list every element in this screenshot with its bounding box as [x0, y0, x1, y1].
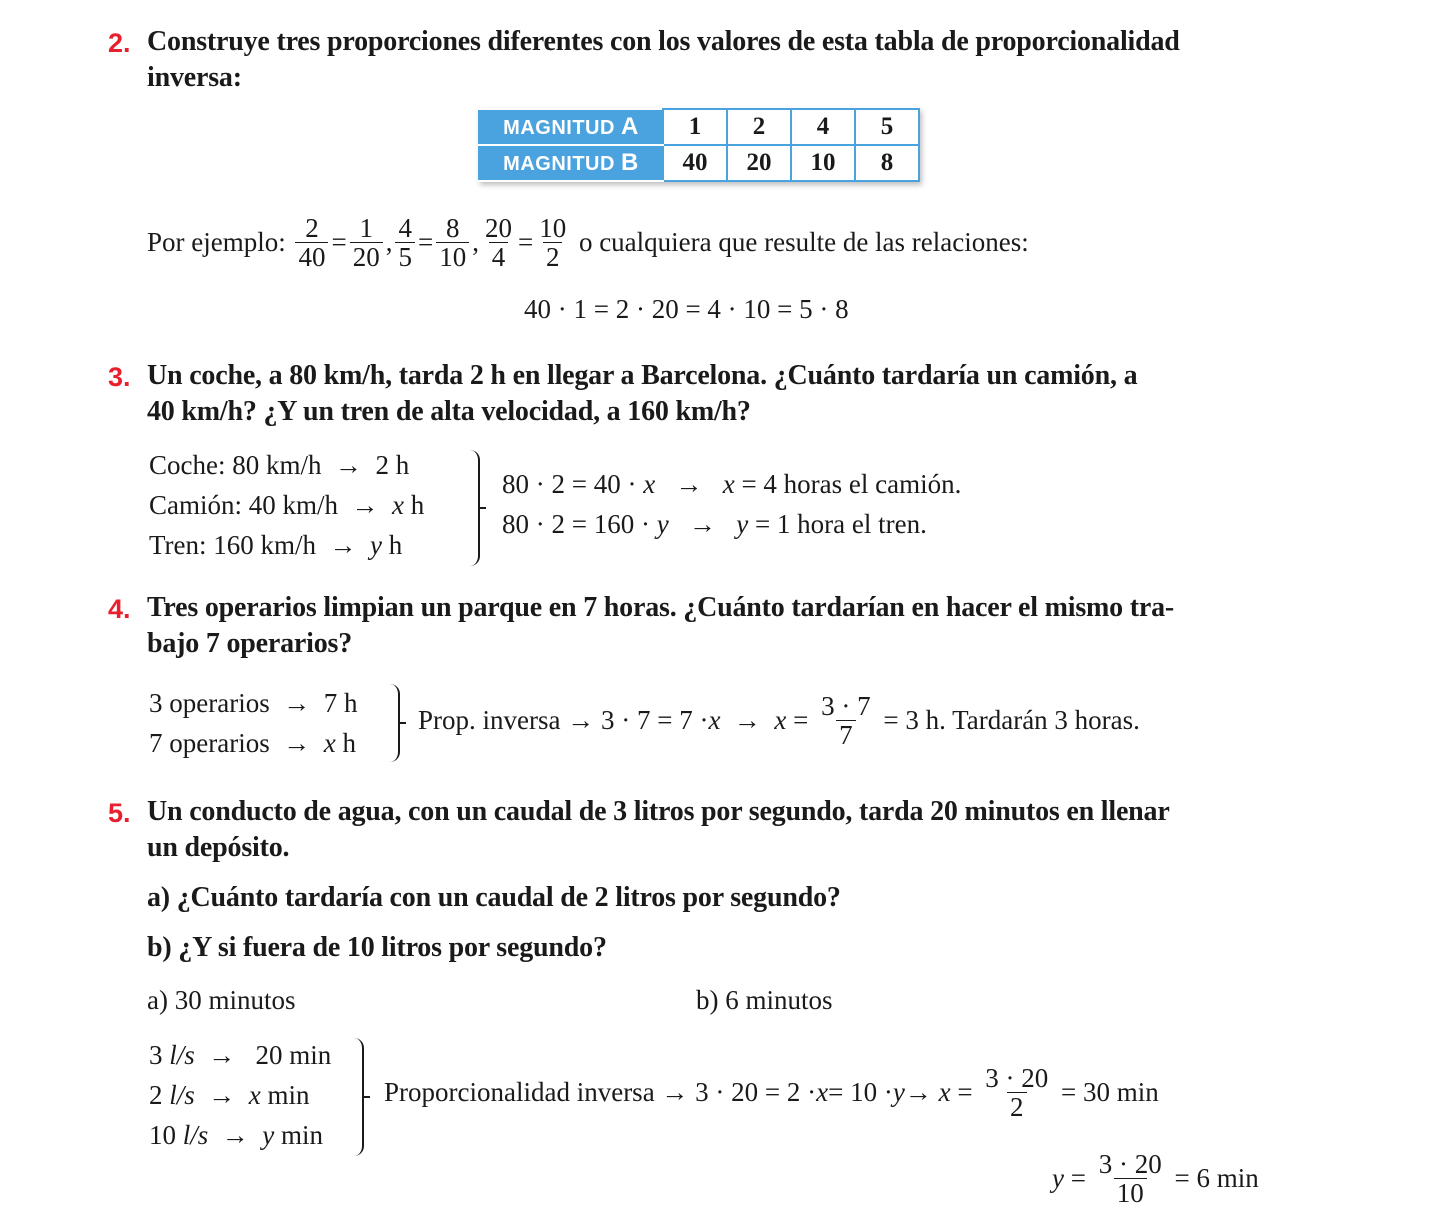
variable: x	[816, 1077, 829, 1108]
q4-data-row	[149, 728, 356, 759]
row-value: h	[388, 530, 403, 560]
arrow-icon: →	[675, 469, 703, 499]
denominator: 40	[295, 242, 328, 271]
question-number-4: 4.	[108, 594, 131, 624]
example-label: Por ejemplo:	[147, 227, 286, 258]
table-cell: 5	[855, 109, 919, 145]
question-2-line1: Construye tres proporciones diferentes con los valores de esta tabla de proporcionalidad	[147, 26, 1180, 57]
question-number-2: 2.	[108, 28, 131, 58]
unit: l/s	[169, 1040, 195, 1070]
unit: l/s	[182, 1120, 209, 1150]
denominator: 4	[489, 242, 509, 271]
equation-prefix: Prop. inversa → 3 · 7 = 7 ·	[418, 705, 709, 736]
equation-prefix: Proporcionalidad inversa → 3 · 20 = 2 ·	[384, 1077, 817, 1108]
variable: y	[656, 509, 669, 539]
variable: y	[892, 1077, 905, 1108]
variable: x	[392, 490, 404, 520]
numerator: 2	[305, 213, 319, 243]
q5-data-row	[149, 1080, 310, 1111]
arrow-icon: →	[283, 728, 311, 758]
row-label: Tren: 160 km/h	[149, 530, 317, 560]
denominator: 10	[1114, 1178, 1147, 1207]
quantity: 3	[149, 1040, 163, 1070]
q3-data-row	[149, 490, 424, 521]
header-letter: B	[620, 149, 639, 176]
arrow-icon: →	[334, 450, 362, 480]
proportionality-table	[478, 108, 920, 182]
question-5-sub-b: b) ¿Y si fuera de 10 litros por segundo?	[147, 932, 607, 963]
quantity: 2	[149, 1080, 163, 1110]
q3-data-row	[149, 530, 402, 561]
unit: l/s	[169, 1080, 195, 1110]
row-label: Camión: 40 km/h	[149, 490, 338, 520]
question-number-5: 5.	[108, 798, 131, 828]
row-header	[479, 109, 663, 145]
denominator: 5	[395, 242, 415, 271]
variable: y	[370, 530, 383, 560]
table-cell: 4	[791, 109, 855, 145]
table-cell: 8	[855, 145, 919, 181]
comma: ,	[385, 227, 393, 258]
answer-a: a) 30 minutos	[147, 985, 296, 1015]
answer-b: b) 6 minutos	[696, 985, 833, 1015]
numerator: 8	[445, 213, 460, 243]
arrow-icon: →	[688, 509, 716, 539]
fraction	[350, 214, 383, 272]
denominator: 10	[436, 242, 469, 271]
q5-data-row	[149, 1120, 323, 1151]
row-value: h	[342, 728, 356, 758]
q3-equation-1	[502, 469, 961, 500]
table-row	[479, 145, 919, 181]
variable: y	[1052, 1163, 1064, 1194]
header-letter: A	[620, 113, 639, 140]
numerator: 3 · 20	[985, 1063, 1049, 1093]
example-tail: o cualquiera que resulte de las relaciones:	[578, 227, 1029, 258]
numerator: 1	[359, 213, 373, 243]
comma: ,	[472, 227, 479, 258]
denominator: 2	[543, 242, 563, 271]
fraction	[436, 214, 469, 272]
equation-result: = 1 hora el tren.	[748, 509, 927, 539]
equation-tail: = 30 min	[1061, 1077, 1159, 1108]
variable: x	[248, 1080, 261, 1110]
question-5-line1: Un conducto de agua, con un caudal de 3 litros por segundo, tarda 20 minutos en llenar	[147, 796, 1170, 827]
equation-tail: = 3 h. Tardarán 3 horas.	[883, 705, 1140, 736]
fraction	[395, 214, 415, 272]
variable: x	[722, 469, 735, 499]
fraction	[482, 214, 515, 272]
relation-line: 40 · 1 = 2 · 20 = 4 · 10 = 5 · 8	[524, 294, 849, 324]
variable: y	[262, 1120, 275, 1150]
numerator: 4	[398, 213, 412, 243]
variable: y	[736, 509, 749, 539]
question-3-line1: Un coche, a 80 km/h, tarda 2 h en llegar a Barcelona. ¿Cuánto tardaría un camión, a	[147, 360, 1138, 391]
header-prefix: MAGNITUD	[503, 153, 615, 175]
table-cell: 20	[727, 145, 791, 181]
fraction	[818, 692, 874, 750]
fraction	[295, 214, 328, 272]
brace-tip	[478, 507, 486, 509]
row-value: min	[267, 1080, 310, 1110]
arrow-icon: →	[283, 688, 311, 718]
table-cell: 10	[791, 145, 855, 181]
arrow-icon: →	[208, 1040, 236, 1070]
variable: x	[774, 705, 787, 736]
variable: x	[323, 728, 336, 758]
table-cell: 40	[663, 145, 727, 181]
question-2-line2: inversa:	[147, 62, 242, 93]
equals-sign: =	[517, 227, 534, 258]
question-3-line2: 40 km/h? ¿Y un tren de alta velocidad, a 160 km/h?	[147, 396, 751, 427]
q4-equation: Prop. inversa → 3 · 7 = 7 · x → x = $\frac{3 \cdot 7}{7}$ = 3 h. Tardarán 3 horas.	[418, 691, 1140, 751]
example-line	[147, 214, 1029, 272]
numerator: 20	[484, 213, 512, 243]
fraction	[536, 214, 569, 272]
quantity: 10	[149, 1120, 176, 1150]
q3-data-row	[149, 450, 409, 481]
row-value: h	[410, 490, 425, 520]
arrow-icon: →	[208, 1080, 236, 1110]
question-4-line1: Tres operarios limpian un parque en 7 horas. ¿Cuánto tardarían en hacer el mismo tra-	[147, 592, 1175, 623]
row-value: 20 min	[255, 1040, 332, 1070]
variable: x	[708, 705, 721, 736]
arrow-icon: →	[733, 705, 761, 736]
table-cell: 2	[727, 109, 791, 145]
arrow-icon: →	[221, 1120, 249, 1150]
equation-tail: = 6 min	[1174, 1163, 1259, 1194]
table-row	[479, 109, 919, 145]
q5-equation: Proporcionalidad inversa → 3 · 20 = 2 · x = 10 · y → x = $\frac{3 \cdot 20}{2}$ = 30 min	[384, 1063, 1159, 1123]
header-prefix: MAGNITUD	[503, 117, 615, 139]
q5-y-equation: y = $\frac{3 \cdot 20}{10}$ = 6 min	[1052, 1149, 1259, 1209]
equation-lhs: 80 · 2 = 160 ·	[502, 509, 657, 539]
row-label: 7 operarios	[149, 728, 270, 758]
table-cell: 1	[663, 109, 727, 145]
row-value: min	[281, 1120, 324, 1150]
q3-equation-2	[502, 509, 927, 540]
row-value: 2 h	[375, 450, 410, 480]
equation-mid: = 10 ·	[828, 1077, 893, 1108]
question-4-line2: bajo 7 operarios?	[147, 628, 353, 659]
brace-tip	[398, 722, 406, 724]
row-label: 3 operarios	[149, 688, 270, 718]
arrow-icon: →	[904, 1077, 932, 1108]
equation-result: = 4 horas el camión.	[734, 469, 962, 499]
row-value: 7 h	[323, 688, 358, 718]
brace-tip	[362, 1096, 370, 1098]
q4-data-row	[149, 688, 357, 719]
denominator: 20	[350, 242, 383, 271]
numerator: 10	[539, 213, 567, 243]
question-5-line2: un depósito.	[147, 832, 290, 863]
numerator: 3 · 7	[821, 691, 871, 721]
denominator: 7	[836, 720, 856, 749]
variable: x	[643, 469, 656, 499]
equation-lhs: 80 · 2 = 40 ·	[502, 469, 644, 499]
row-label: Coche: 80 km/h	[149, 450, 322, 480]
row-header	[479, 145, 663, 181]
variable: x	[938, 1077, 951, 1108]
question-number-3: 3.	[108, 362, 131, 392]
equals-sign: =	[417, 227, 434, 258]
numerator: 3 · 20	[1098, 1149, 1162, 1179]
equals-sign: =	[331, 227, 347, 258]
fraction	[982, 1064, 1051, 1122]
fraction	[1096, 1150, 1165, 1208]
arrow-icon: →	[351, 490, 379, 520]
arrow-icon: →	[329, 530, 357, 560]
question-5-sub-a: a) ¿Cuánto tardaría con un caudal de 2 litros por segundo?	[147, 882, 841, 913]
denominator: 2	[1007, 1092, 1027, 1121]
q5-data-row	[149, 1040, 331, 1071]
